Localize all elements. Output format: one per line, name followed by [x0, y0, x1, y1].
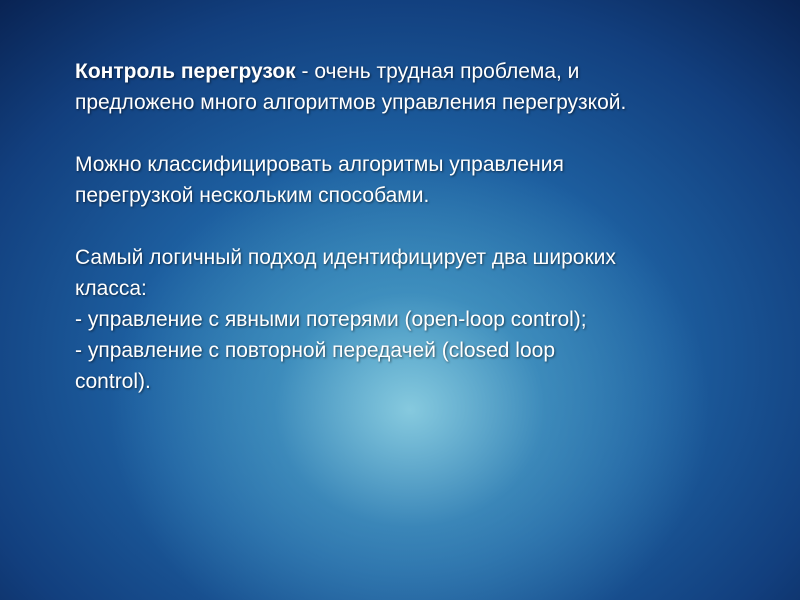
list-item-open-loop: - управление с явными потерями (open-loop control); — [75, 308, 587, 331]
list-item-closed-loop-cont: control). — [75, 370, 151, 393]
paragraph-line: Можно классифицировать алгоритмы управления — [75, 153, 564, 176]
paragraph-line — [75, 56, 775, 87]
paragraph-line: Самый логичный подход идентифицирует два широких — [75, 246, 616, 269]
paragraph-line: класса: — [75, 277, 147, 300]
paragraph-line: перегрузкой нескольким способами. — [75, 184, 430, 207]
paragraph-two-classes — [75, 242, 775, 397]
paragraph-congestion-intro — [75, 56, 775, 118]
bold-term: Контроль перегрузок — [75, 60, 296, 83]
list-item-closed-loop: - управление с повторной передачей (closed loop — [75, 339, 556, 362]
paragraph-line: предложено много алгоритмов управления перегрузкой. — [75, 91, 627, 114]
paragraph-classification — [75, 149, 775, 211]
slide-body — [75, 56, 775, 428]
text-span: - очень трудная проблема, и — [295, 60, 580, 83]
